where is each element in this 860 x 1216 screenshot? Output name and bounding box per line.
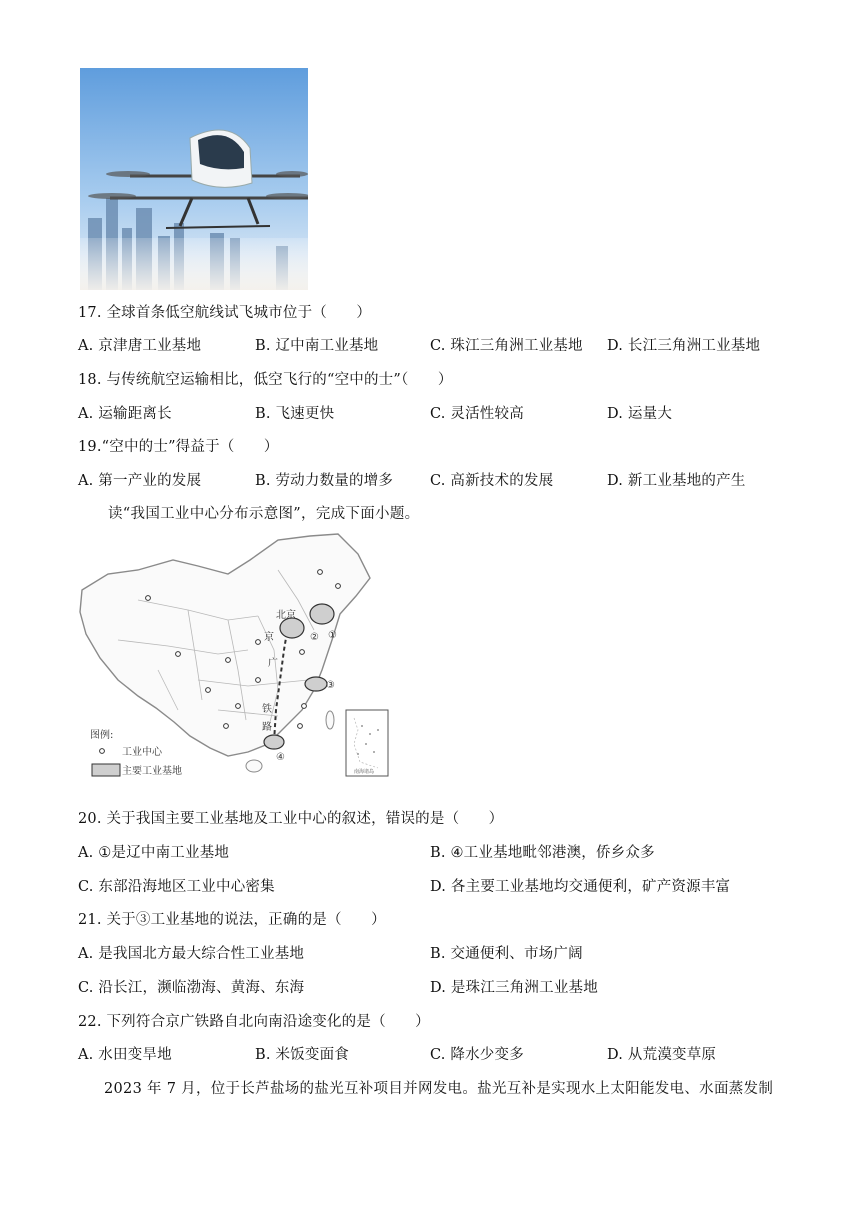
map-marker-3: ③ xyxy=(326,680,335,691)
map-marker-2: ② xyxy=(310,632,319,643)
q22-option-c: C. 降水少变多 xyxy=(430,1047,524,1063)
closing-paragraph: 2023 年 7 月，位于长芦盐场的盐光互补项目并网发电。盐光互补是实现水上太阳能发电、水面蒸发制 xyxy=(104,1081,774,1097)
q18-option-b: B. 飞速更快 xyxy=(255,406,335,422)
map-label-beijing: 北京 xyxy=(276,610,296,621)
q19-option-a: A. 第一产业的发展 xyxy=(78,473,202,489)
question-22: 22. 下列符合京广铁路自北向南沿途变化的是（ ） xyxy=(78,1014,430,1030)
q20-option-c: C. 东部沿海地区工业中心密集 xyxy=(78,879,275,895)
legend-center-label: 工业中心 xyxy=(122,747,162,758)
q22-option-d: D. 从荒漠变草原 xyxy=(607,1047,717,1063)
q20-option-b: B. ④工业基地毗邻港澳，侨乡众多 xyxy=(430,845,655,861)
map-label-lu: 路 xyxy=(262,722,272,733)
question-21: 21. 关于③工业基地的说法，正确的是（ ） xyxy=(78,912,386,928)
map-label-guang: 广 xyxy=(268,658,278,669)
q19-option-b: B. 劳动力数量的增多 xyxy=(255,473,394,489)
map-label-tie: 铁 xyxy=(262,704,272,715)
question-18: 18. 与传统航空运输相比，低空飞行的“空中的士”（ ） xyxy=(78,372,453,388)
q20-option-a: A. ①是辽中南工业基地 xyxy=(78,845,230,861)
legend-base-label: 主要工业基地 xyxy=(122,766,182,777)
question-17: 17. 全球首条低空航线试飞城市位于（ ） xyxy=(78,305,372,321)
question-19: 19.“空中的士”得益于（ ） xyxy=(78,439,279,455)
legend-title: 图例: xyxy=(90,730,114,741)
q18-option-c: C. 灵活性较高 xyxy=(430,406,524,422)
legend-base-symbol xyxy=(92,764,120,776)
q22-option-b: B. 米饭变面食 xyxy=(255,1047,349,1063)
q22-option-a: A. 水田变旱地 xyxy=(78,1047,172,1063)
q19-option-c: C. 高新技术的发展 xyxy=(430,473,554,489)
q18-option-a: A. 运输距离长 xyxy=(78,406,172,422)
drone-taxi-photo xyxy=(80,68,308,290)
map-marker-1: ① xyxy=(328,630,337,641)
map-marker-4: ④ xyxy=(276,752,285,763)
china-industry-map xyxy=(78,530,398,782)
map-label-jing: 京 xyxy=(264,632,274,643)
inset-label: 南海诸岛 xyxy=(354,769,375,775)
q21-option-b: B. 交通便利、市场广阔 xyxy=(430,946,583,962)
q19-option-d: D. 新工业基地的产生 xyxy=(607,473,746,489)
q20-option-d: D. 各主要工业基地均交通便利，矿产资源丰富 xyxy=(430,879,731,895)
question-20: 20. 关于我国主要工业基地及工业中心的叙述，错误的是（ ） xyxy=(78,811,504,827)
q17-option-a: A. 京津唐工业基地 xyxy=(78,338,202,354)
q17-option-b: B. 辽中南工业基地 xyxy=(255,338,379,354)
legend-center-symbol xyxy=(100,749,105,754)
q17-option-c: C. 珠江三角洲工业基地 xyxy=(430,338,583,354)
q21-option-a: A. 是我国北方最大综合性工业基地 xyxy=(78,946,305,962)
map-intro-text: 读“我国工业中心分布示意图”，完成下面小题。 xyxy=(108,506,420,522)
q18-option-d: D. 运量大 xyxy=(607,406,673,422)
q21-option-c: C. 沿长江，濒临渤海、黄海、东海 xyxy=(78,980,305,996)
q17-option-d: D. 长江三角洲工业基地 xyxy=(607,338,761,354)
q21-option-d: D. 是珠江三角洲工业基地 xyxy=(430,980,598,996)
